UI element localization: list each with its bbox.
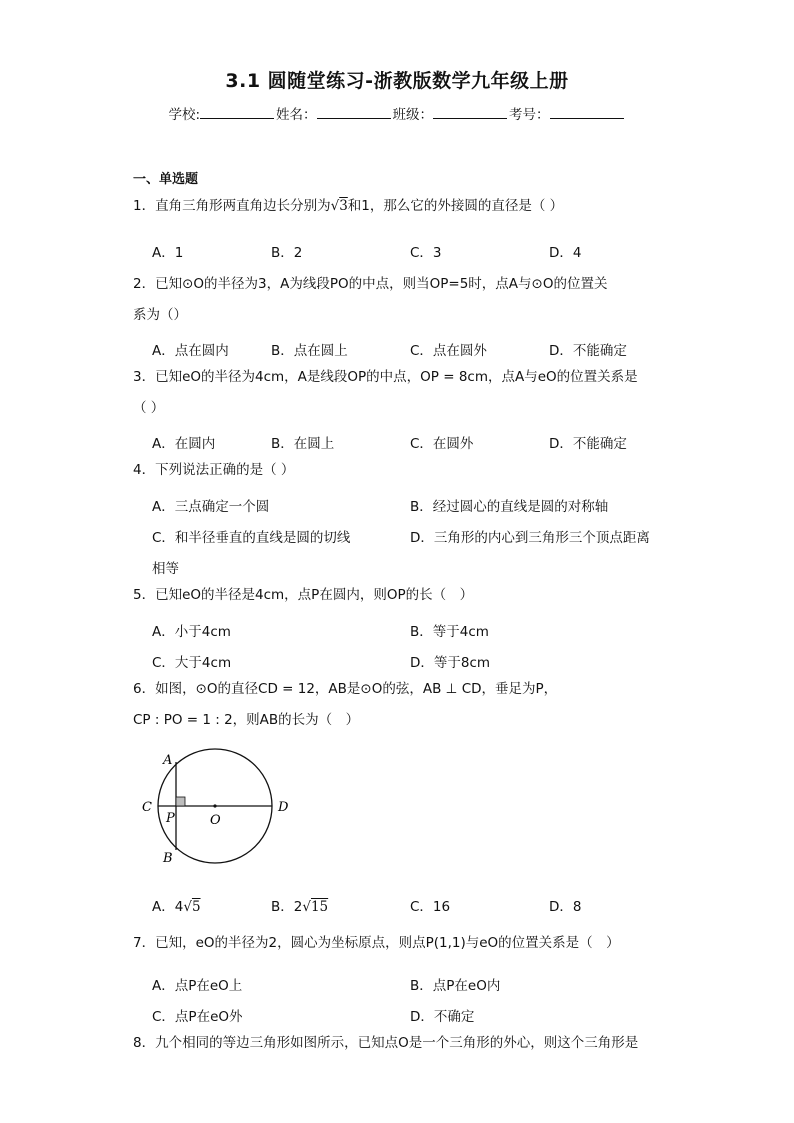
q1-text-a: 1．直角三角形两直角边长分别为 [133,198,331,214]
q3-option-d[interactable]: D．不能确定 [549,436,627,452]
q2-line2: 系为（） [133,307,187,323]
exam-no-label: 考号： [509,107,550,123]
q5-option-a[interactable]: A．小于4cm [152,624,231,640]
q5-option-b[interactable]: B．等于4cm [410,624,489,640]
q2-option-c[interactable]: C．点在圆外 [410,343,487,359]
q2-option-b[interactable]: B．点在圆上 [271,343,348,359]
q7-option-a[interactable]: A．点P在eO上 [152,978,243,994]
q3-line1: 3．已知eO的半径为4cm，A是线段OP的中点，OP = 8cm，点A与eO的位置关系是 [133,369,638,385]
q1-sqrt: √3 [330,198,348,214]
q1-option-c[interactable]: C．3 [410,245,442,261]
q4-option-b[interactable]: B．经过圆心的直线是圆的对称轴 [410,499,609,515]
q1-option-d[interactable]: D．4 [549,245,582,261]
q6-option-a[interactable]: A．4√5 [152,899,201,915]
section-title: 一、单选题 [133,172,199,187]
question-2 [133,269,663,331]
circle-figure [138,745,298,870]
name-label: 姓名： [276,107,317,123]
q2-option-d[interactable]: D．不能确定 [549,343,627,359]
question-4: 4．下列说法正确的是（ ） [133,462,295,478]
q1-option-a[interactable]: A．1 [152,245,184,261]
q3-option-b[interactable]: B．在圆上 [271,436,335,452]
q6-line2: CP : PO = 1 : 2，则AB的长为（ ） [133,712,360,728]
label-o: O [210,813,221,828]
right-angle-mark [176,797,185,806]
label-c: C [142,800,152,815]
label-a: A [163,753,173,768]
student-info-line [0,103,794,123]
school-blank[interactable] [200,104,274,119]
school-label: 学校: [168,107,201,123]
q1-text-b: 和1，那么它的外接圆的直径是（ ） [347,198,564,214]
label-p: P [166,811,175,826]
q3-line2: （ ） [133,400,165,416]
q4-option-d[interactable]: D．三角形的内心到三角形三个顶点距离 [410,530,650,546]
q3-option-c[interactable]: C．在圆外 [410,436,474,452]
q7-option-b[interactable]: B．点P在eO内 [410,978,501,994]
q4-option-c[interactable]: C．和半径垂直的直线是圆的切线 [152,530,351,546]
page-title: 3.1 圆随堂练习-浙教版数学九年级上册 [225,70,569,92]
question-3 [133,362,663,424]
q5-option-c[interactable]: C．大于4cm [152,655,232,671]
question-6 [133,674,663,736]
q4-option-d-continuation: 相等 [152,561,179,577]
q6-option-d[interactable]: D．8 [549,899,582,915]
q6-option-b[interactable]: B．2√15 [271,899,329,915]
question-7: 7．已知，eO的半径为2，圆心为坐标原点，则点P(1,1)与eO的位置关系是（ ） [133,935,620,951]
q5-option-d[interactable]: D．等于8cm [410,655,491,671]
label-b: B [163,851,173,866]
q3-option-a[interactable]: A．在圆内 [152,436,216,452]
name-blank[interactable] [317,104,391,119]
class-label: 班级： [392,107,434,123]
question-1 [133,191,563,222]
q6-line1: 6．如图，⊙O的直径CD = 12，AB是⊙O的弦，AB ⊥ CD，垂足为P， [133,681,558,697]
q4-option-a[interactable]: A．三点确定一个圆 [152,499,270,515]
q7-option-c[interactable]: C．点P在eO外 [152,1009,243,1025]
q2-option-a[interactable]: A．点在圆内 [152,343,229,359]
q7-option-d[interactable]: D．不确定 [410,1009,475,1025]
q1-option-b[interactable]: B．2 [271,245,303,261]
question-8: 8．九个相同的等边三角形如图所示，已知点O是一个三角形的外心，则这个三角形是 [133,1035,639,1051]
label-d: D [278,800,289,815]
class-blank[interactable] [433,104,507,119]
q6-option-c[interactable]: C．16 [410,899,451,915]
center-dot [213,804,216,807]
question-5: 5．已知eO的半径是4cm，点P在圆内，则OP的长（ ） [133,587,474,603]
exam-no-blank[interactable] [550,104,624,119]
q2-line1: 2．已知⊙O的半径为3，A为线段PO的中点，则当OP=5时，点A与⊙O的位置关 [133,276,608,292]
